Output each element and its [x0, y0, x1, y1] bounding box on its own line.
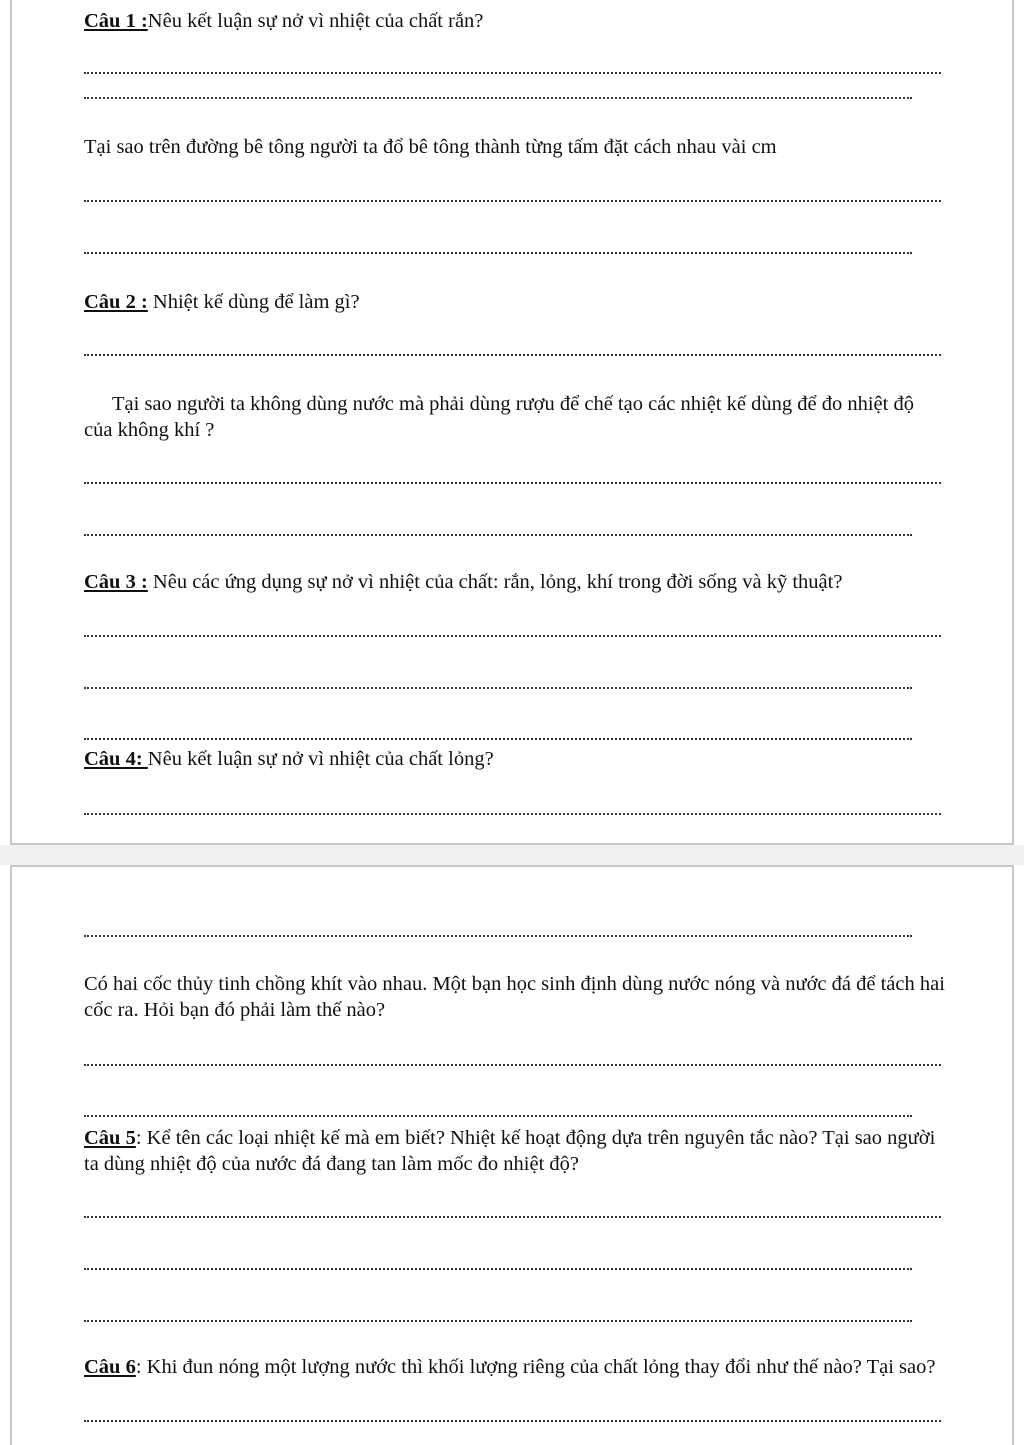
answer-line[interactable]: [84, 97, 912, 99]
answer-line[interactable]: [84, 1420, 941, 1422]
answer-line[interactable]: [84, 1064, 941, 1066]
question-2: [84, 289, 360, 315]
question-1-label: Câu 1 :: [84, 10, 148, 32]
question-4-sub: Có hai cốc thủy tinh chồng khít vào nhau. Một bạn học sinh định dùng nước nóng và nước đá để tách hai cốc ra. Hỏi bạn đó phải làm thế nào?: [84, 973, 945, 1021]
answer-line[interactable]: [84, 252, 912, 254]
answer-line[interactable]: [84, 1216, 941, 1218]
answer-line[interactable]: [84, 935, 912, 937]
question-3-label: Câu 3 :: [84, 571, 148, 593]
answer-line[interactable]: [84, 354, 941, 356]
question-5-text: : Kể tên các loại nhiệt kế mà em biết? Nhiệt kế hoạt động dựa trên nguyên tắc nào? Tại sao người ta dùng nhiệt độ của nước đá đang tan làm mốc đo nhiệt độ?: [84, 1127, 936, 1175]
answer-line[interactable]: [84, 738, 912, 740]
question-2-text: Nhiệt kế dùng để làm gì?: [147, 291, 360, 313]
question-1: [84, 8, 483, 34]
answer-line[interactable]: [84, 635, 941, 637]
question-4-text: Nêu kết luận sự nở vì nhiệt của chất lỏng?: [147, 748, 494, 770]
answer-line[interactable]: [84, 534, 912, 536]
answer-line[interactable]: [84, 72, 941, 74]
answer-line[interactable]: [84, 813, 941, 815]
answer-line[interactable]: [84, 1320, 912, 1322]
question-5: [84, 1125, 939, 1177]
page-gap: [0, 845, 1024, 865]
question-2-label: Câu 2 :: [84, 291, 148, 313]
question-6-label: Câu 6: [84, 1356, 136, 1378]
question-4-label: Câu 4:: [84, 748, 148, 770]
question-3: [84, 569, 842, 595]
answer-line[interactable]: [84, 1115, 912, 1117]
question-1-sub: Tại sao trên đường bê tông người ta đổ bê tông thành từng tấm đặt cách nhau vài cm: [84, 136, 777, 158]
answer-line[interactable]: [84, 200, 941, 202]
question-2-sub: Tại sao người ta không dùng nước mà phải dùng rượu để chế tạo các nhiệt kế dùng để đo nhiệt độ của không khí ?: [84, 393, 914, 441]
question-5-label: Câu 5: [84, 1127, 136, 1149]
question-6-text: : Khi đun nóng một lượng nước thì khối lượng riêng của chất lỏng thay đổi như thế nào? Tại sao?: [135, 1356, 936, 1378]
question-6: [84, 1354, 946, 1380]
answer-line[interactable]: [84, 482, 941, 484]
question-4: [84, 746, 494, 772]
answer-line[interactable]: [84, 687, 912, 689]
question-1-text: Nêu kết luận sự nở vì nhiệt của chất rắn?: [147, 10, 484, 32]
question-3-text: Nêu các ứng dụng sự nở vì nhiệt của chất: rắn, lỏng, khí trong đời sống và kỹ thuật?: [147, 571, 843, 593]
answer-line[interactable]: [84, 1268, 912, 1270]
